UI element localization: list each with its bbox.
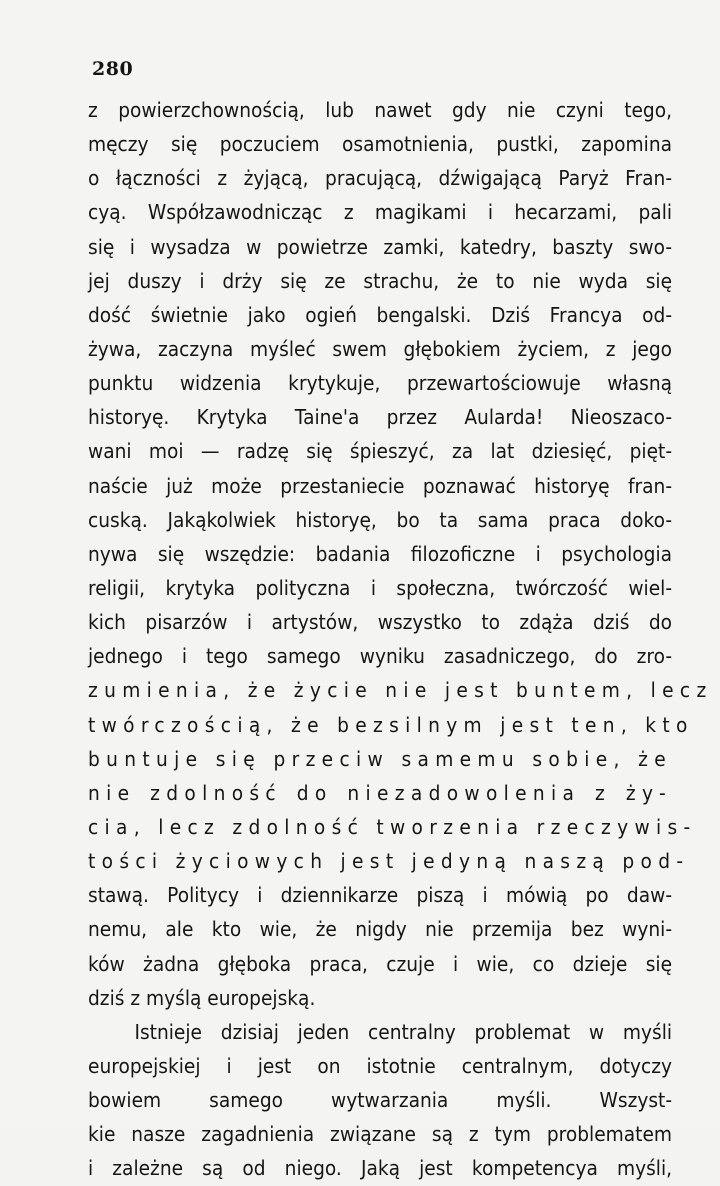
text-line: religii, krytyka polityczna i społeczna, twórczość wiel- bbox=[88, 575, 673, 600]
text-line: kie nasze zagadnienia związane są z tym problematem bbox=[88, 1122, 673, 1147]
text-line: bowiem samego wytwarzania myśli. Wszyst- bbox=[88, 1088, 673, 1113]
text-line: ków żadna głęboka praca, czuje i wie, co dzieje się bbox=[88, 951, 673, 976]
emphasized-text-line: nie zdolność do niezadowolenia z ży- bbox=[88, 780, 673, 805]
text-line: naście już może przestaniecie poznawać historyę fran- bbox=[88, 473, 673, 498]
emphasized-text-line: zumienia, że życie nie jest buntem, lecz bbox=[88, 678, 713, 703]
text-line: się i wysadza w powietrze zamki, katedry, baszty swo- bbox=[88, 234, 673, 259]
page-number: 280 bbox=[92, 58, 134, 80]
text-line: cyą. Współzawodnicząc z magikami i hecarzami, pali bbox=[88, 200, 673, 225]
emphasized-text-line: cia, lecz zdolność tworzenia rzeczywis- bbox=[88, 814, 697, 839]
text-line: męczy się poczuciem osamotnienia, pustki, zapomina bbox=[88, 132, 673, 157]
text-line: punktu widzenia krytykuje, przewartościowuje własną bbox=[88, 371, 673, 396]
text-line: żywa, zaczyna myśleć swem głębokiem życiem, z jego bbox=[88, 336, 673, 361]
text-line: jednego i tego samego wyniku zasadniczego, do zro- bbox=[88, 644, 673, 669]
emphasized-text-line: tości życiowych jest jedyną naszą pod- bbox=[88, 849, 690, 874]
body-text bbox=[88, 93, 713, 1186]
text-line: o łączności z żyjącą, pracującą, dźwigającą Paryż Fran- bbox=[88, 166, 673, 191]
text-line: z powierzchownością, lub nawet gdy nie czyni tego, bbox=[88, 98, 673, 122]
text-line: dość świetnie jako ogień bengalski. Dziś Francya od- bbox=[88, 302, 673, 327]
text-line: europejskiej i jest on istotnie centralnym, dotyczy bbox=[88, 1053, 673, 1078]
text-line: historyę. Krytyka Taine'a przez Aularda! Nieoszaco- bbox=[88, 405, 673, 430]
text-line: kich pisarzów i artystów, wszystko to zdąża dziś do bbox=[88, 610, 673, 635]
text-line: wani moi — radzę się śpieszyć, za lat dziesięć, pięt- bbox=[88, 439, 673, 464]
paragraph-start-line: Istnieje dzisiaj jeden centralny problemat w myśli bbox=[134, 1019, 673, 1044]
text-line: jej duszy i drży się ze strachu, że to nie wyda się bbox=[88, 268, 673, 293]
emphasized-text-line: twórczością, że bezsilnym jest ten, kto bbox=[88, 712, 694, 737]
paragraph-end-line: dziś z myślą europejską. bbox=[88, 985, 316, 1010]
text-line: nemu, ale kto wie, że nigdy nie przemija bez wyni- bbox=[88, 917, 673, 942]
text-line: nywa się wszędzie: badania filozoficzne i psychologia bbox=[88, 541, 673, 566]
text-line: cuską. Jakąkolwiek historyę, bo ta sama praca doko- bbox=[88, 507, 673, 532]
text-line: stawą. Politycy i dziennikarze piszą i mówią po daw- bbox=[88, 883, 673, 908]
text-line: i zależne są od niego. Jaką jest kompetencya myśli, bbox=[88, 1156, 673, 1181]
emphasized-text-line: buntuje się przeciw samemu sobie, że bbox=[88, 746, 673, 771]
